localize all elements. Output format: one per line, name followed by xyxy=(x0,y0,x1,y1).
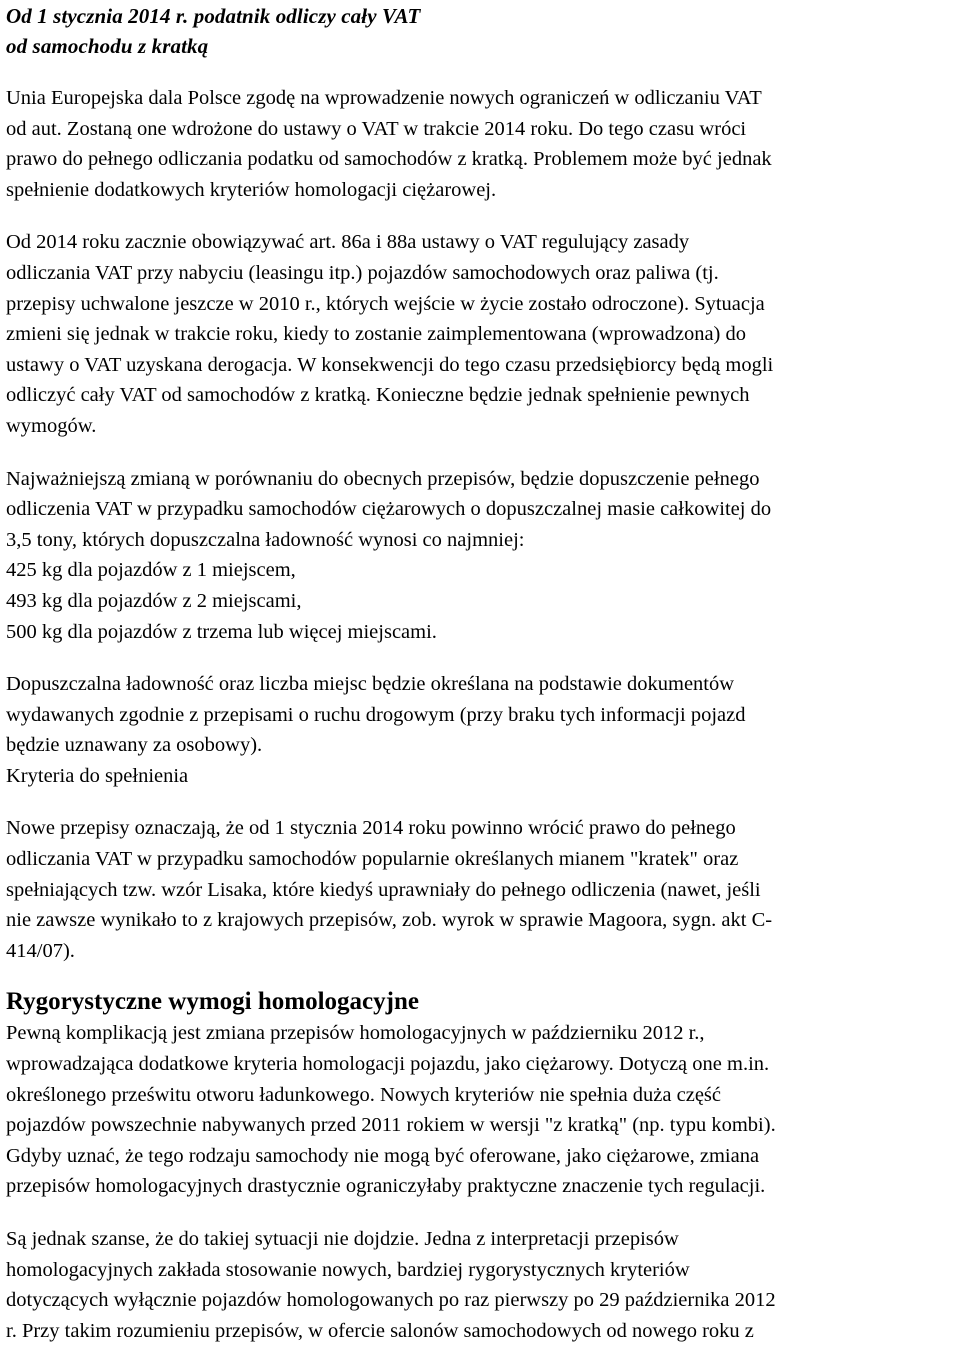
list-item: 425 kg dla pojazdów z 1 miejscem, xyxy=(6,559,296,582)
text-line: 414/07). xyxy=(6,939,75,962)
text-line: odliczyć cały VAT od samochodów z kratką. Konieczne będzie jednak spełnienie pewnych xyxy=(6,384,750,407)
paragraph-art-86a xyxy=(6,227,954,441)
text-line: wprowadzająca dodatkowe kryteria homologacji pojazdu, jako ciężarowy. Dotyczą one m.in. xyxy=(6,1053,770,1076)
text-line: 3,5 tony, których dopuszczalna ładowność wynosi co najmniej: xyxy=(6,528,525,551)
text-line: będzie uznawany za osobowy). xyxy=(6,734,263,757)
text-line: Pewną komplikacją jest zmiana przepisów homologacyjnych w październiku 2012 r., xyxy=(6,1022,705,1045)
article xyxy=(6,0,954,1346)
text-line: Unia Europejska dala Polsce zgodę na wprowadzenie nowych ograniczeń w odliczaniu VAT xyxy=(6,87,762,109)
text-line: przepisów homologacyjnych drastycznie ograniczyłaby praktyczne znaczenie tych regulacji. xyxy=(6,1175,766,1198)
paragraph-main-change xyxy=(6,464,954,556)
section-heading: Rygorystyczne wymogi homologacyjne xyxy=(6,988,419,1016)
article-title-line-1: Od 1 stycznia 2014 r. podatnik odliczy cały VAT xyxy=(6,4,421,28)
list-item: 493 kg dla pojazdów z 2 miejscami, xyxy=(6,589,302,612)
text-line: nie zawsze wynikało to z krajowych przepisów, zob. wyrok w sprawie Magoora, sygn. akt C- xyxy=(6,909,773,932)
text-line: wydawanych zgodnie z przepisami o ruchu drogowym (przy braku tych informacji pojazd xyxy=(6,703,746,726)
text-line: Najważniejszą zmianą w porównaniu do obecnych przepisów, będzie dopuszczenie pełnego xyxy=(6,467,760,490)
paragraph-intro xyxy=(6,83,954,205)
text-line: przepisy uchwalone jeszcze w 2010 r., których wejście w życie zostało odroczone). Sytuacja xyxy=(6,292,765,315)
text-line: homologacyjnych zakłada stosowanie nowych, bardziej rygorystycznych kryteriów xyxy=(6,1258,690,1281)
text-line: Nowe przepisy oznaczają, że od 1 stycznia 2014 roku powinno wrócić prawo do pełnego xyxy=(6,817,736,840)
text-line: Od 2014 roku zacznie obowiązywać art. 86a i 88a ustawy o VAT regulujący zasady xyxy=(6,231,690,254)
paragraph-chances xyxy=(6,1224,954,1346)
text-line: Dopuszczalna ładowność oraz liczba miejsc będzie określana na podstawie dokumentów xyxy=(6,673,735,696)
text-line: określonego prześwitu otworu ładunkowego. Nowych kryteriów nie spełnia duża część xyxy=(6,1083,722,1106)
text-line: od aut. Zostaną one wdrożone do ustawy o VAT w trakcie 2014 roku. Do tego czasu wróci xyxy=(6,117,747,140)
text-line: odliczania VAT przy nabyciu (leasingu itp.) pojazdów samochodowych oraz paliwa (tj. xyxy=(6,261,719,284)
criteria-label: Kryteria do spełnienia xyxy=(6,764,189,787)
article-title xyxy=(6,0,954,61)
text-line: prawo do pełnego odliczania podatku od samochodów z kratką. Problemem może być jednak xyxy=(6,148,772,171)
text-line: spełnienie dodatkowych kryteriów homologacji ciężarowej. xyxy=(6,178,497,201)
text-line: odliczania VAT w przypadku samochodów popularnie określanych mianem "kratek" oraz xyxy=(6,848,739,871)
text-line: spełniających tzw. wzór Lisaka, które kiedyś uprawniały do pełnego odliczenia (nawet, jeśli xyxy=(6,878,761,901)
text-line: pojazdów powszechnie nabywanych przed 2011 rokiem w wersji "z kratką" (np. typu kombi). xyxy=(6,1114,776,1137)
payload-list xyxy=(6,555,954,647)
text-line: ustawy o VAT uzyskana derogacja. W konsekwencji do tego czasu przedsiębiorcy będą mogli xyxy=(6,353,774,376)
paragraph-new-rules xyxy=(6,813,954,966)
text-line: odliczenia VAT w przypadku samochodów ciężarowych o dopuszczalnej masie całkowitej do xyxy=(6,498,772,521)
text-line: Gdyby uznać, że tego rodzaju samochody nie mogą być oferowane, jako ciężarowe, zmiana xyxy=(6,1144,760,1167)
text-line: Są jednak szanse, że do takiej sytuacji nie dojdzie. Jedna z interpretacji przepisów xyxy=(6,1228,679,1250)
paragraph-payload-docs xyxy=(6,669,954,761)
list-item: 500 kg dla pojazdów z trzema lub więcej miejscami. xyxy=(6,620,437,643)
paragraph-homologation xyxy=(6,1018,954,1202)
text-line: wymogów. xyxy=(6,414,97,437)
text-line: zmieni się jednak w trakcie roku, kiedy to zostanie zaimplementowana (wprowadzona) do xyxy=(6,323,747,346)
text-line: r. Przy takim rozumieniu przepisów, w ofercie salonów samochodowych od nowego roku z xyxy=(6,1319,754,1342)
text-line: dotyczących wyłącznie pojazdów homologowanych po raz pierwszy po 29 października 2012 xyxy=(6,1289,776,1312)
article-title-line-2: od samochodu z kratką xyxy=(6,34,209,58)
